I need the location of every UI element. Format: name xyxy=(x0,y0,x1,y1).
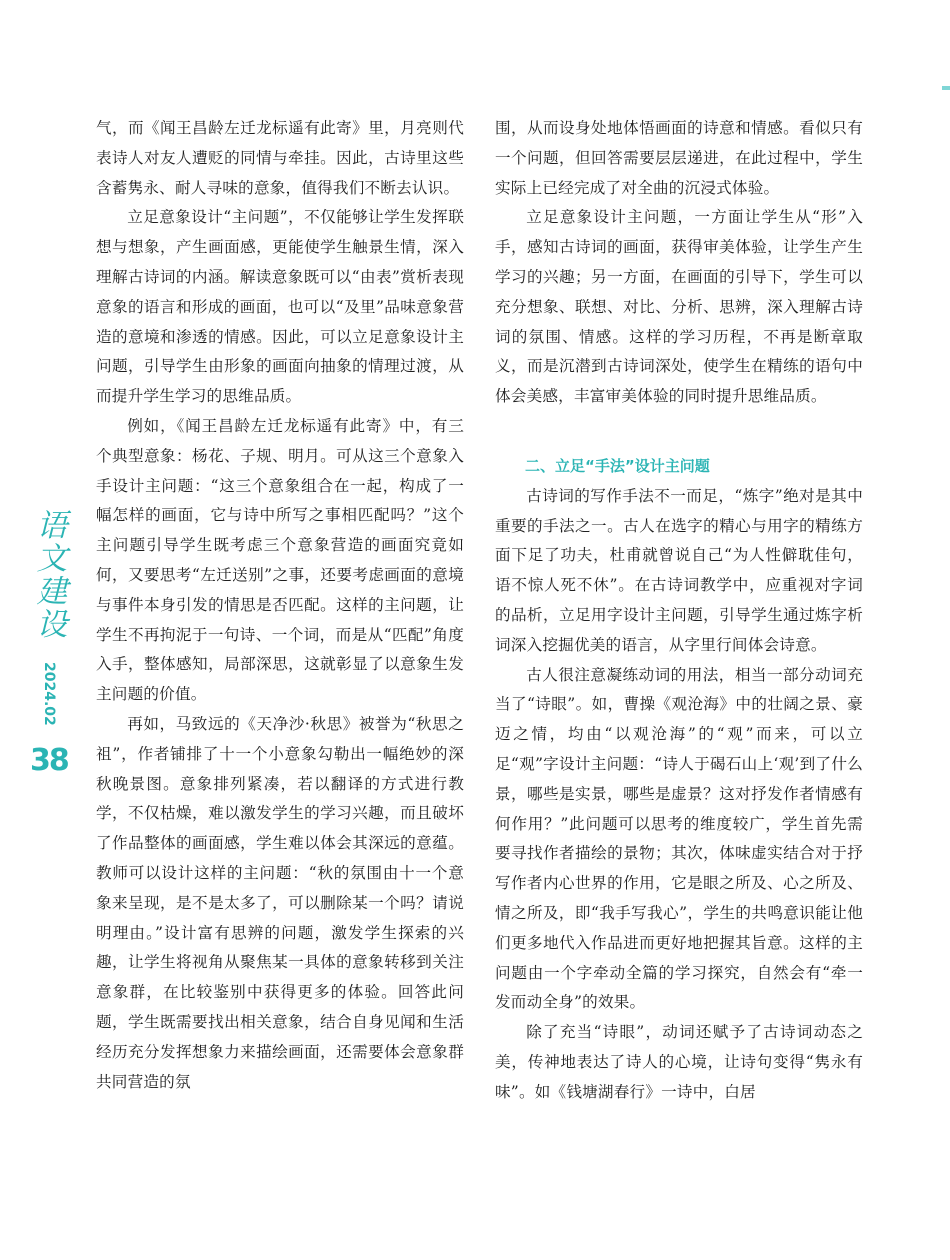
journal-char: 建 xyxy=(36,574,68,610)
paragraph: 气，而《闻王昌龄左迁龙标遥有此寄》里，月亮则代表诗人对友人遭贬的同情与牵挂。因此，古诗里这些含蓄隽永、耐人寻味的意象，值得我们不断去认识。 xyxy=(96,119,464,197)
paragraph: 立足意象设计主问题，一方面让学生从“形”入手，感知古诗词的画面，获得审美体验，让学生产生学习的兴趣；另一方面，在画面的引导下，学生可以充分想象、联想、对比、分析、思辨，深入理解古诗词的氛围、情感。这样的学习历程，不再是断章取义，而是沉潜到古诗词深处，使学生在精练的语句中体会美感，丰富审美体验的同时提升思维品质。 xyxy=(495,208,863,406)
paragraph: 例如，《闻王昌龄左迁龙标遥有此寄》中，有三个典型意象：杨花、子规、明月。可从这三个意象入手设计主问题：“这三个意象组合在一起，构成了一幅怎样的画面，它与诗中所写之事相匹配吗？”这个主问题引导学生既考虑三个意象营造的画面究竟如何，又要思考“左迁送别”之事，还要考虑画面的意境与事件本身引发的情思是否匹配。这样的主问题，让学生不再拘泥于一句诗、一个词，而是从“匹配”角度入手，整体感知，局部深思，这就彰显了以意象生发主问题的价值。 xyxy=(96,416,464,704)
paragraph: 立足意象设计“主问题”，不仅能够让学生发挥联想与想象，产生画面感，更能使学生触景生情，深入理解古诗词的内涵。解读意象既可以“由表”赏析表现意象的语言和形成的画面，也可以“及里”品味意象营造的意境和渗透的情感。因此，可以立足意象设计主问题，引导学生由形象的画面向抽象的情理过渡，从而提升学生学习的思维品质。 xyxy=(96,208,464,406)
right-column xyxy=(495,114,863,1108)
section-heading: 二、立足“手法”设计主问题 xyxy=(525,456,710,475)
paragraph: 除了充当“诗眼”，动词还赋予了古诗词动态之美，传神地表达了诗人的心境，让诗句变得“隽永有味”。如《钱塘湖春行》一诗中，白居 xyxy=(495,1023,863,1101)
corner-mark xyxy=(942,86,950,90)
journal-char: 设 xyxy=(36,607,68,643)
left-column xyxy=(96,114,464,1097)
paragraph: 古诗词的写作手法不一而足，“炼字”绝对是其中重要的手法之一。古人在选字的精心与用字的精练方面下足了功夫，杜甫就曾说自己“为人性僻耽佳句，语不惊人死不休”。在古诗词教学中，应重视对字词的品析，立足用字设计主问题，引导学生通过炼字析词深入挖掘优美的语言，从字里行间体会诗意。 xyxy=(495,486,863,654)
issue-date: 2024.02 xyxy=(41,662,57,726)
paragraph: 古人很注意凝练动词的用法，相当一部分动词充当了“诗眼”。如，曹操《观沧海》中的壮阔之景、豪迈之情，均由“以观沧海”的“观”而来，可以立足“观”字设计主问题：“诗人于碣石山上‘观’到了什么景，哪些是实景，哪些是虚景？这对抒发作者情感有何作用？”此问题可以思考的维度较广，学生首先需要寻找作者描绘的景物；其次，体味虚实结合对于抒写作者内心世界的作用，它是眼之所及、心之所及、情之所及，即“我手写我心”，学生的共鸣意识能让他们更多地代入作品进而更好地把握其旨意。这样的主问题由一个字牵动全篇的学习探究，自然会有“牵一发而动全身”的效果。 xyxy=(495,665,863,1012)
paragraph: 再如，马致远的《天净沙·秋思》被誉为“秋思之祖”，作者铺排了十一个小意象勾勒出一幅绝妙的深秋晚景图。意象排列紧凑，若以翻译的方式进行教学，不仅枯燥，难以激发学生的学习兴趣，而且破坏了作品整体的画面感，学生难以体会其深远的意蕴。教师可以设计这样的主问题：“秋的氛围由十一个意象来呈现，是不是太多了，可以删除某一个吗？请说明理由。”设计富有思辨的问题，激发学生探索的兴趣，让学生将视角从聚焦某一具体的意象转移到关注意象群，在比较鉴别中获得更多的体验。回答此问题，学生既需要找出相关意象，结合自身见闻和生活经历充分发挥想象力来描绘画面，还需要体会意象群共同营造的氛 xyxy=(96,714,464,1091)
page-number: 38 xyxy=(30,743,68,778)
paragraph: 围，从而设身处地体悟画面的诗意和情感。看似只有一个问题，但回答需要层层递进，在此过程中，学生实际上已经完成了对全曲的沉浸式体验。 xyxy=(495,119,863,197)
journal-char: 语 xyxy=(36,508,68,544)
journal-name xyxy=(30,510,74,642)
journal-char: 文 xyxy=(36,541,68,577)
